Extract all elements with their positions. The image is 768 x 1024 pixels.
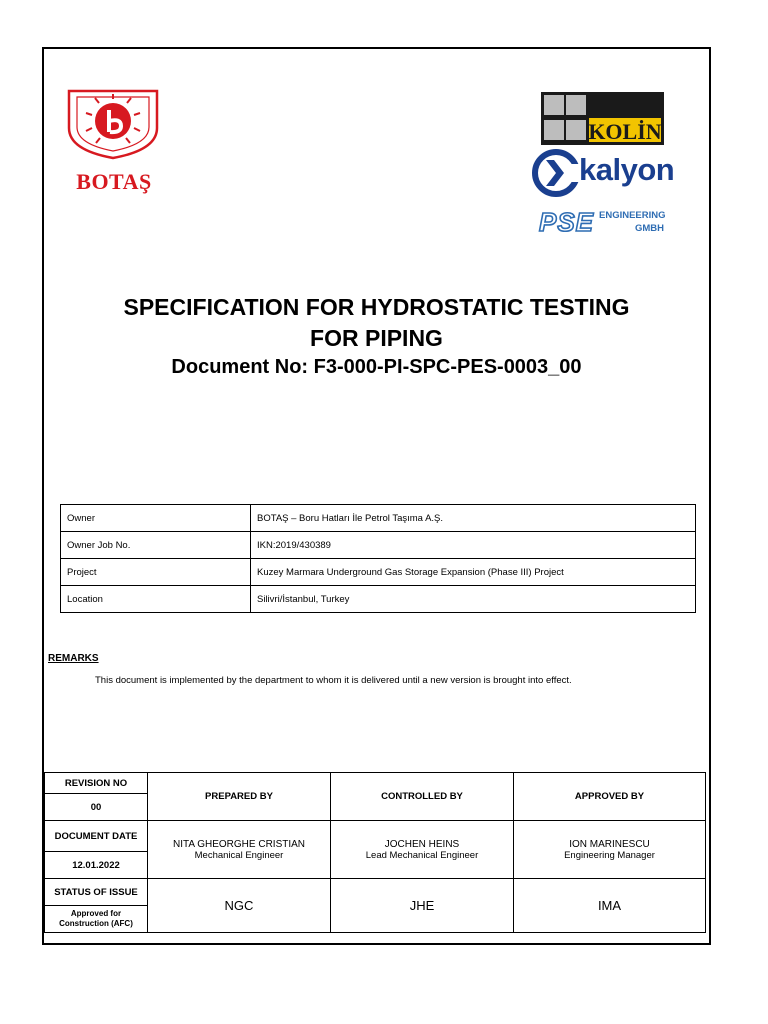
table-row [61,505,696,532]
owner-label: Owner [61,505,251,532]
approved-initials: IMA [514,879,706,933]
controlled-by-name: JOCHEN HEINS [384,838,460,850]
kolin-wordmark: KOLİN [588,119,662,144]
title-line-2: FOR PIPING [310,325,443,351]
remarks-heading: REMARKS [48,653,99,664]
botas-logo [66,88,162,196]
document-title [44,292,709,354]
document-number: Document No: F3-000-PI-SPC-PES-0003_00 [171,356,582,378]
document-date-value: 12.01.2022 [45,852,148,879]
revision-table [44,772,706,933]
approved-by-name: ION MARINESCU [569,838,650,850]
kalyon-logo [532,146,675,200]
revision-no-value: 00 [45,794,148,821]
prepared-by-cell [148,821,331,879]
owner-value: BOTAŞ – Boru Hatları İle Petrol Taşıma A.Ş. [251,505,696,532]
kalyon-k-icon [532,146,580,200]
controlled-initials: JHE [331,879,514,933]
project-value: Kuzey Marmara Underground Gas Storage Expansion (Phase III) Project [251,559,696,586]
controlled-by-role: Lead Mechanical Engineer [365,849,479,861]
approved-by-cell [514,821,706,879]
pse-gmbh-text: GMBH [635,223,665,234]
status-of-issue-value: Approved for Construction (AFC) [45,906,148,933]
location-value: Silivri/İstanbul, Turkey [251,586,696,613]
botas-wordmark: BOTAŞ [76,169,152,194]
approved-by-label: APPROVED BY [514,773,706,821]
prepared-by-role: Mechanical Engineer [194,849,284,861]
controlled-by-cell [331,821,514,879]
kalyon-wordmark: kalyon [579,152,675,187]
table-row [61,559,696,586]
botas-emblem-icon [66,88,160,160]
pse-engineering-text: ENGINEERING [599,210,666,221]
title-line-1: SPECIFICATION FOR HYDROSTATIC TESTING [123,294,630,320]
project-info-table [60,504,696,613]
pse-wordmark: PSE [539,207,595,237]
kolin-logo [541,92,664,145]
table-row [61,532,696,559]
approved-by-role: Engineering Manager [564,849,655,861]
table-row [61,586,696,613]
owner-job-label: Owner Job No. [61,532,251,559]
document-date-label: DOCUMENT DATE [45,821,148,852]
owner-job-value: IKN:2019/430389 [251,532,696,559]
project-label: Project [61,559,251,586]
location-label: Location [61,586,251,613]
remarks-text: This document is implemented by the department to whom it is delivered until a new version is brought into effect. [95,675,572,686]
prepared-by-label: PREPARED BY [148,773,331,821]
status-of-issue-label: STATUS OF ISSUE [45,879,148,906]
prepared-by-name: NITA GHEORGHE CRISTIAN [172,838,306,850]
controlled-by-label: CONTROLLED BY [331,773,514,821]
prepared-initials: NGC [148,879,331,933]
revision-no-label: REVISION NO [45,773,148,794]
pse-logo [539,208,669,238]
